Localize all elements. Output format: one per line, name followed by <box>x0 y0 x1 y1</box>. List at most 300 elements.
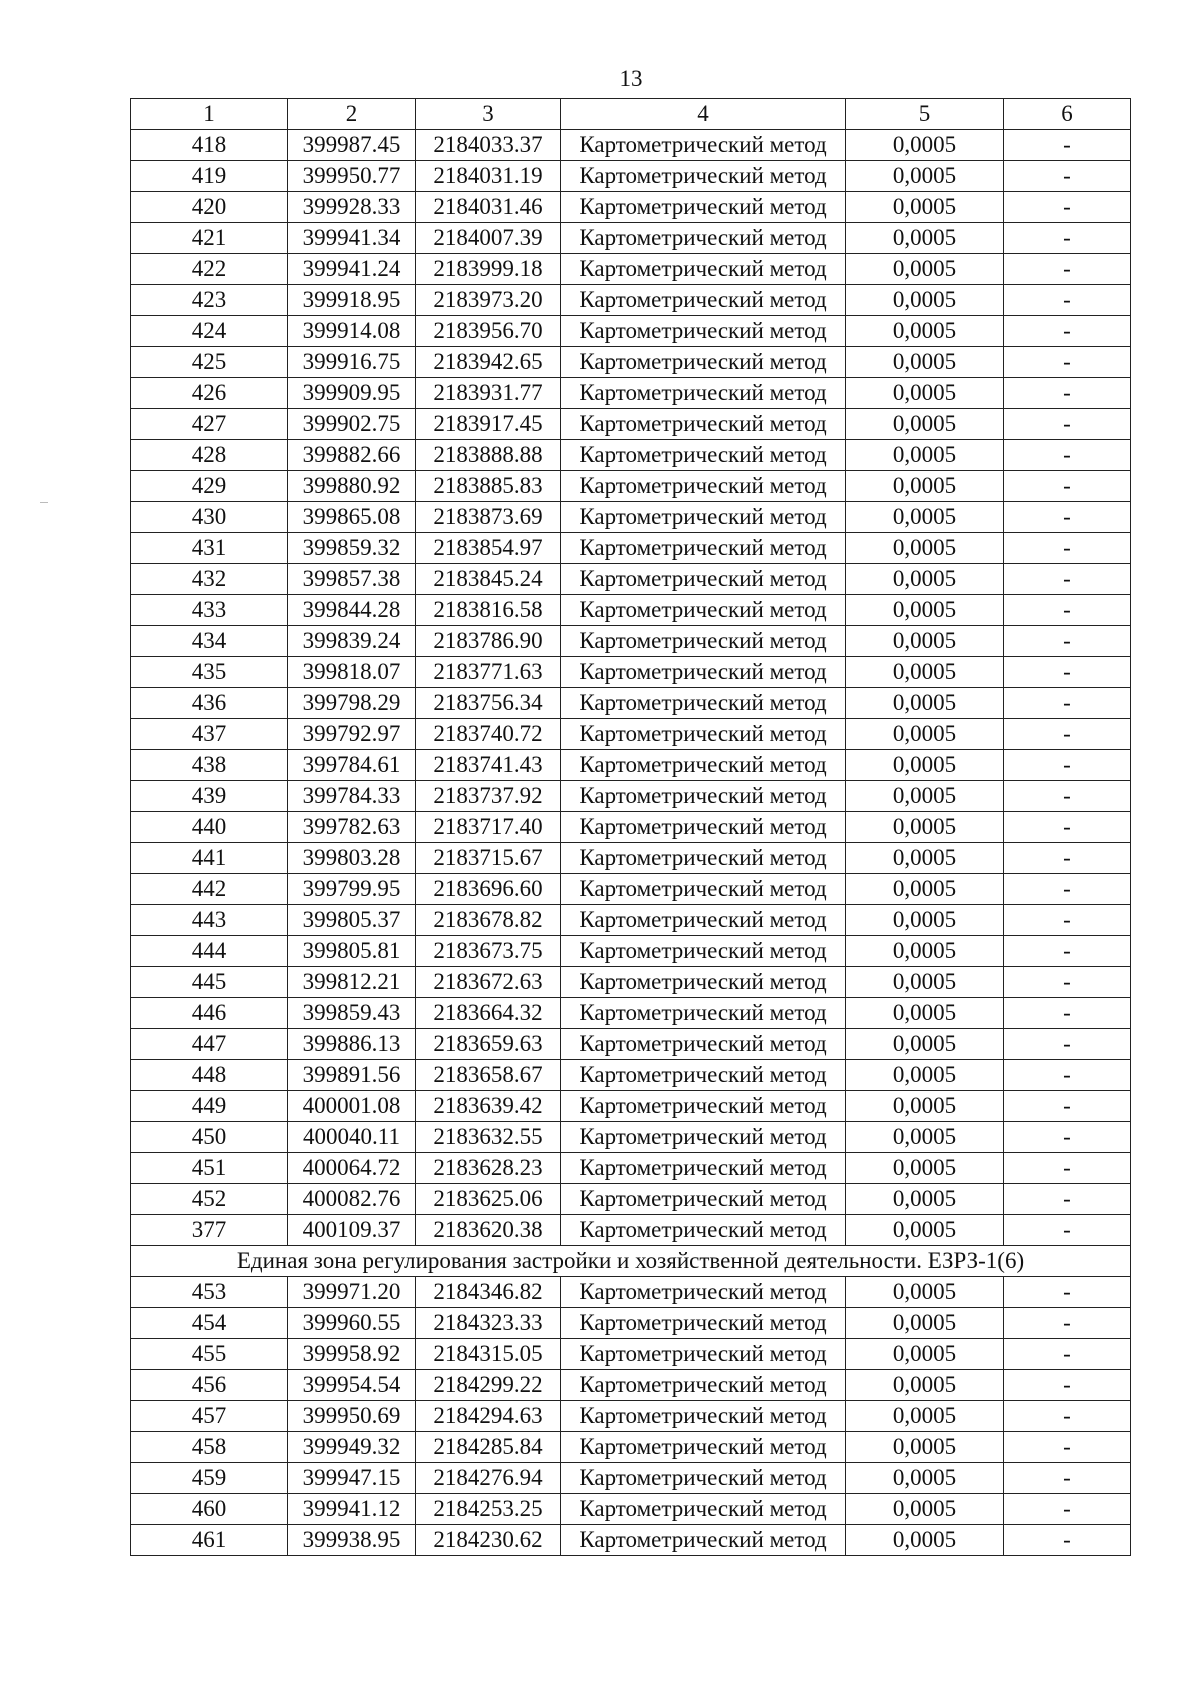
method-cell: Картометрический метод <box>561 657 846 688</box>
y-coordinate-cell: 2184031.19 <box>416 161 561 192</box>
table-row <box>131 1432 1131 1463</box>
error-cell: 0,0005 <box>846 1029 1004 1060</box>
x-coordinate-cell: 399941.12 <box>288 1494 416 1525</box>
section-row <box>131 1246 1131 1277</box>
table-row <box>131 812 1131 843</box>
method-cell: Картометрический метод <box>561 1122 846 1153</box>
method-cell: Картометрический метод <box>561 936 846 967</box>
x-coordinate-cell: 399947.15 <box>288 1463 416 1494</box>
error-cell: 0,0005 <box>846 657 1004 688</box>
method-cell: Картометрический метод <box>561 161 846 192</box>
y-coordinate-cell: 2183845.24 <box>416 564 561 595</box>
error-cell: 0,0005 <box>846 1215 1004 1246</box>
point-number-cell: 422 <box>131 254 288 285</box>
x-coordinate-cell: 400109.37 <box>288 1215 416 1246</box>
error-cell: 0,0005 <box>846 1153 1004 1184</box>
table-row <box>131 843 1131 874</box>
error-cell: 0,0005 <box>846 998 1004 1029</box>
point-number-cell: 458 <box>131 1432 288 1463</box>
table-row <box>131 440 1131 471</box>
method-cell: Картометрический метод <box>561 533 846 564</box>
table-row <box>131 1091 1131 1122</box>
y-coordinate-cell: 2183741.43 <box>416 750 561 781</box>
method-cell: Картометрический метод <box>561 1184 846 1215</box>
x-coordinate-cell: 399844.28 <box>288 595 416 626</box>
method-cell: Картометрический метод <box>561 843 846 874</box>
table-row <box>131 254 1131 285</box>
error-cell: 0,0005 <box>846 440 1004 471</box>
column-header-1: 1 <box>131 99 288 130</box>
point-number-cell: 439 <box>131 781 288 812</box>
table-row <box>131 564 1131 595</box>
method-cell: Картометрический метод <box>561 192 846 223</box>
note-cell: - <box>1004 1277 1131 1308</box>
x-coordinate-cell: 399880.92 <box>288 471 416 502</box>
x-coordinate-cell: 399941.34 <box>288 223 416 254</box>
y-coordinate-cell: 2184276.94 <box>416 1463 561 1494</box>
x-coordinate-cell: 399902.75 <box>288 409 416 440</box>
point-number-cell: 426 <box>131 378 288 409</box>
note-cell: - <box>1004 533 1131 564</box>
note-cell: - <box>1004 843 1131 874</box>
x-coordinate-cell: 399909.95 <box>288 378 416 409</box>
x-coordinate-cell: 399914.08 <box>288 316 416 347</box>
y-coordinate-cell: 2184323.33 <box>416 1308 561 1339</box>
table-row <box>131 1401 1131 1432</box>
x-coordinate-cell: 399782.63 <box>288 812 416 843</box>
x-coordinate-cell: 399805.37 <box>288 905 416 936</box>
point-number-cell: 423 <box>131 285 288 316</box>
y-coordinate-cell: 2183816.58 <box>416 595 561 626</box>
table-row <box>131 161 1131 192</box>
x-coordinate-cell: 399938.95 <box>288 1525 416 1556</box>
point-number-cell: 452 <box>131 1184 288 1215</box>
margin-mark <box>40 502 48 503</box>
point-number-cell: 425 <box>131 347 288 378</box>
x-coordinate-cell: 399960.55 <box>288 1308 416 1339</box>
error-cell: 0,0005 <box>846 161 1004 192</box>
y-coordinate-cell: 2183658.67 <box>416 1060 561 1091</box>
method-cell: Картометрический метод <box>561 1494 846 1525</box>
table-row <box>131 1370 1131 1401</box>
note-cell: - <box>1004 1401 1131 1432</box>
note-cell: - <box>1004 502 1131 533</box>
error-cell: 0,0005 <box>846 254 1004 285</box>
error-cell: 0,0005 <box>846 533 1004 564</box>
method-cell: Картометрический метод <box>561 967 846 998</box>
x-coordinate-cell: 399941.24 <box>288 254 416 285</box>
note-cell: - <box>1004 1339 1131 1370</box>
point-number-cell: 459 <box>131 1463 288 1494</box>
note-cell: - <box>1004 223 1131 254</box>
table-row <box>131 1153 1131 1184</box>
method-cell: Картометрический метод <box>561 378 846 409</box>
y-coordinate-cell: 2183885.83 <box>416 471 561 502</box>
table-row <box>131 347 1131 378</box>
table-row <box>131 1215 1131 1246</box>
note-cell: - <box>1004 967 1131 998</box>
x-coordinate-cell: 399865.08 <box>288 502 416 533</box>
table-row <box>131 781 1131 812</box>
note-cell: - <box>1004 1215 1131 1246</box>
note-cell: - <box>1004 781 1131 812</box>
x-coordinate-cell: 399839.24 <box>288 626 416 657</box>
table-body-part-b <box>131 1277 1131 1556</box>
point-number-cell: 450 <box>131 1122 288 1153</box>
point-number-cell: 432 <box>131 564 288 595</box>
y-coordinate-cell: 2183973.20 <box>416 285 561 316</box>
table-row <box>131 316 1131 347</box>
y-coordinate-cell: 2183717.40 <box>416 812 561 843</box>
y-coordinate-cell: 2183917.45 <box>416 409 561 440</box>
note-cell: - <box>1004 285 1131 316</box>
x-coordinate-cell: 400001.08 <box>288 1091 416 1122</box>
method-cell: Картометрический метод <box>561 130 846 161</box>
method-cell: Картометрический метод <box>561 502 846 533</box>
y-coordinate-cell: 2184033.37 <box>416 130 561 161</box>
x-coordinate-cell: 399799.95 <box>288 874 416 905</box>
error-cell: 0,0005 <box>846 595 1004 626</box>
error-cell: 0,0005 <box>846 905 1004 936</box>
method-cell: Картометрический метод <box>561 1370 846 1401</box>
y-coordinate-cell: 2183639.42 <box>416 1091 561 1122</box>
method-cell: Картометрический метод <box>561 409 846 440</box>
y-coordinate-cell: 2183673.75 <box>416 936 561 967</box>
table-row <box>131 223 1131 254</box>
point-number-cell: 454 <box>131 1308 288 1339</box>
point-number-cell: 449 <box>131 1091 288 1122</box>
note-cell: - <box>1004 316 1131 347</box>
y-coordinate-cell: 2183620.38 <box>416 1215 561 1246</box>
error-cell: 0,0005 <box>846 1463 1004 1494</box>
method-cell: Картометрический метод <box>561 1029 846 1060</box>
y-coordinate-cell: 2183737.92 <box>416 781 561 812</box>
note-cell: - <box>1004 192 1131 223</box>
note-cell: - <box>1004 1432 1131 1463</box>
point-number-cell: 420 <box>131 192 288 223</box>
table-row <box>131 967 1131 998</box>
error-cell: 0,0005 <box>846 347 1004 378</box>
error-cell: 0,0005 <box>846 967 1004 998</box>
method-cell: Картометрический метод <box>561 1463 846 1494</box>
table-row <box>131 409 1131 440</box>
note-cell: - <box>1004 409 1131 440</box>
method-cell: Картометрический метод <box>561 1339 846 1370</box>
point-number-cell: 427 <box>131 409 288 440</box>
note-cell: - <box>1004 1525 1131 1556</box>
error-cell: 0,0005 <box>846 812 1004 843</box>
note-cell: - <box>1004 719 1131 750</box>
note-cell: - <box>1004 1494 1131 1525</box>
point-number-cell: 428 <box>131 440 288 471</box>
x-coordinate-cell: 399859.43 <box>288 998 416 1029</box>
note-cell: - <box>1004 936 1131 967</box>
y-coordinate-cell: 2183740.72 <box>416 719 561 750</box>
error-cell: 0,0005 <box>846 1122 1004 1153</box>
point-number-cell: 453 <box>131 1277 288 1308</box>
x-coordinate-cell: 399958.92 <box>288 1339 416 1370</box>
x-coordinate-cell: 399949.32 <box>288 1432 416 1463</box>
note-cell: - <box>1004 440 1131 471</box>
method-cell: Картометрический метод <box>561 595 846 626</box>
point-number-cell: 446 <box>131 998 288 1029</box>
point-number-cell: 434 <box>131 626 288 657</box>
y-coordinate-cell: 2183628.23 <box>416 1153 561 1184</box>
coordinates-table <box>130 98 1131 1556</box>
error-cell: 0,0005 <box>846 130 1004 161</box>
column-header-6: 6 <box>1004 99 1131 130</box>
table-row <box>131 998 1131 1029</box>
method-cell: Картометрический метод <box>561 874 846 905</box>
x-coordinate-cell: 399918.95 <box>288 285 416 316</box>
point-number-cell: 377 <box>131 1215 288 1246</box>
point-number-cell: 436 <box>131 688 288 719</box>
y-coordinate-cell: 2183999.18 <box>416 254 561 285</box>
table-row <box>131 1308 1131 1339</box>
note-cell: - <box>1004 1463 1131 1494</box>
method-cell: Картометрический метод <box>561 1525 846 1556</box>
table-row <box>131 1122 1131 1153</box>
point-number-cell: 456 <box>131 1370 288 1401</box>
method-cell: Картометрический метод <box>561 1401 846 1432</box>
error-cell: 0,0005 <box>846 285 1004 316</box>
point-number-cell: 437 <box>131 719 288 750</box>
error-cell: 0,0005 <box>846 1277 1004 1308</box>
error-cell: 0,0005 <box>846 223 1004 254</box>
table-row <box>131 1339 1131 1370</box>
method-cell: Картометрический метод <box>561 1091 846 1122</box>
note-cell: - <box>1004 1029 1131 1060</box>
error-cell: 0,0005 <box>846 936 1004 967</box>
point-number-cell: 431 <box>131 533 288 564</box>
column-header-3: 3 <box>416 99 561 130</box>
x-coordinate-cell: 399882.66 <box>288 440 416 471</box>
note-cell: - <box>1004 347 1131 378</box>
method-cell: Картометрический метод <box>561 1432 846 1463</box>
point-number-cell: 435 <box>131 657 288 688</box>
column-header-4: 4 <box>561 99 846 130</box>
x-coordinate-cell: 400082.76 <box>288 1184 416 1215</box>
table-row <box>131 595 1131 626</box>
x-coordinate-cell: 399971.20 <box>288 1277 416 1308</box>
method-cell: Картометрический метод <box>561 254 846 285</box>
page-number: 13 <box>619 66 643 91</box>
y-coordinate-cell: 2184230.62 <box>416 1525 561 1556</box>
table-row <box>131 1525 1131 1556</box>
method-cell: Картометрический метод <box>561 719 846 750</box>
y-coordinate-cell: 2184031.46 <box>416 192 561 223</box>
point-number-cell: 438 <box>131 750 288 781</box>
y-coordinate-cell: 2183942.65 <box>416 347 561 378</box>
x-coordinate-cell: 399798.29 <box>288 688 416 719</box>
table-row <box>131 285 1131 316</box>
method-cell: Картометрический метод <box>561 564 846 595</box>
note-cell: - <box>1004 1122 1131 1153</box>
point-number-cell: 418 <box>131 130 288 161</box>
method-cell: Картометрический метод <box>561 316 846 347</box>
error-cell: 0,0005 <box>846 750 1004 781</box>
point-number-cell: 430 <box>131 502 288 533</box>
table-row <box>131 626 1131 657</box>
error-cell: 0,0005 <box>846 1060 1004 1091</box>
y-coordinate-cell: 2183756.34 <box>416 688 561 719</box>
y-coordinate-cell: 2183956.70 <box>416 316 561 347</box>
error-cell: 0,0005 <box>846 781 1004 812</box>
point-number-cell: 424 <box>131 316 288 347</box>
error-cell: 0,0005 <box>846 626 1004 657</box>
point-number-cell: 442 <box>131 874 288 905</box>
section-title: Единая зона регулирования застройки и хозяйственной деятельности. ЕЗРЗ-1(6) <box>131 1246 1131 1277</box>
note-cell: - <box>1004 564 1131 595</box>
table-row <box>131 750 1131 781</box>
point-number-cell: 447 <box>131 1029 288 1060</box>
table-row <box>131 905 1131 936</box>
note-cell: - <box>1004 998 1131 1029</box>
y-coordinate-cell: 2184346.82 <box>416 1277 561 1308</box>
point-number-cell: 429 <box>131 471 288 502</box>
x-coordinate-cell: 399803.28 <box>288 843 416 874</box>
y-coordinate-cell: 2184315.05 <box>416 1339 561 1370</box>
method-cell: Картометрический метод <box>561 440 846 471</box>
table-row <box>131 1060 1131 1091</box>
note-cell: - <box>1004 595 1131 626</box>
note-cell: - <box>1004 626 1131 657</box>
x-coordinate-cell: 399891.56 <box>288 1060 416 1091</box>
y-coordinate-cell: 2183672.63 <box>416 967 561 998</box>
column-header-2: 2 <box>288 99 416 130</box>
note-cell: - <box>1004 130 1131 161</box>
point-number-cell: 421 <box>131 223 288 254</box>
table-row <box>131 471 1131 502</box>
note-cell: - <box>1004 254 1131 285</box>
x-coordinate-cell: 399928.33 <box>288 192 416 223</box>
y-coordinate-cell: 2183873.69 <box>416 502 561 533</box>
error-cell: 0,0005 <box>846 1339 1004 1370</box>
method-cell: Картометрический метод <box>561 285 846 316</box>
y-coordinate-cell: 2183786.90 <box>416 626 561 657</box>
note-cell: - <box>1004 1153 1131 1184</box>
error-cell: 0,0005 <box>846 719 1004 750</box>
table-row <box>131 657 1131 688</box>
table-row <box>131 502 1131 533</box>
error-cell: 0,0005 <box>846 1525 1004 1556</box>
error-cell: 0,0005 <box>846 1432 1004 1463</box>
point-number-cell: 445 <box>131 967 288 998</box>
error-cell: 0,0005 <box>846 409 1004 440</box>
error-cell: 0,0005 <box>846 1401 1004 1432</box>
method-cell: Картометрический метод <box>561 812 846 843</box>
y-coordinate-cell: 2184299.22 <box>416 1370 561 1401</box>
x-coordinate-cell: 399784.61 <box>288 750 416 781</box>
error-cell: 0,0005 <box>846 688 1004 719</box>
note-cell: - <box>1004 1060 1131 1091</box>
error-cell: 0,0005 <box>846 378 1004 409</box>
point-number-cell: 444 <box>131 936 288 967</box>
y-coordinate-cell: 2183632.55 <box>416 1122 561 1153</box>
y-coordinate-cell: 2183678.82 <box>416 905 561 936</box>
y-coordinate-cell: 2183664.32 <box>416 998 561 1029</box>
method-cell: Картометрический метод <box>561 1277 846 1308</box>
method-cell: Картометрический метод <box>561 688 846 719</box>
note-cell: - <box>1004 1370 1131 1401</box>
note-cell: - <box>1004 1308 1131 1339</box>
note-cell: - <box>1004 812 1131 843</box>
x-coordinate-cell: 399954.54 <box>288 1370 416 1401</box>
error-cell: 0,0005 <box>846 316 1004 347</box>
y-coordinate-cell: 2184294.63 <box>416 1401 561 1432</box>
error-cell: 0,0005 <box>846 1370 1004 1401</box>
note-cell: - <box>1004 657 1131 688</box>
note-cell: - <box>1004 905 1131 936</box>
error-cell: 0,0005 <box>846 564 1004 595</box>
method-cell: Картометрический метод <box>561 471 846 502</box>
table-row <box>131 688 1131 719</box>
x-coordinate-cell: 399859.32 <box>288 533 416 564</box>
y-coordinate-cell: 2183696.60 <box>416 874 561 905</box>
method-cell: Картометрический метод <box>561 626 846 657</box>
error-cell: 0,0005 <box>846 471 1004 502</box>
method-cell: Картометрический метод <box>561 750 846 781</box>
x-coordinate-cell: 399805.81 <box>288 936 416 967</box>
x-coordinate-cell: 399792.97 <box>288 719 416 750</box>
y-coordinate-cell: 2184285.84 <box>416 1432 561 1463</box>
method-cell: Картометрический метод <box>561 1308 846 1339</box>
table-row <box>131 1277 1131 1308</box>
error-cell: 0,0005 <box>846 192 1004 223</box>
y-coordinate-cell: 2184253.25 <box>416 1494 561 1525</box>
error-cell: 0,0005 <box>846 1494 1004 1525</box>
y-coordinate-cell: 2183854.97 <box>416 533 561 564</box>
x-coordinate-cell: 399950.69 <box>288 1401 416 1432</box>
y-coordinate-cell: 2183659.63 <box>416 1029 561 1060</box>
method-cell: Картометрический метод <box>561 1215 846 1246</box>
method-cell: Картометрический метод <box>561 1060 846 1091</box>
table-row <box>131 192 1131 223</box>
point-number-cell: 440 <box>131 812 288 843</box>
method-cell: Картометрический метод <box>561 223 846 254</box>
x-coordinate-cell: 399857.38 <box>288 564 416 595</box>
note-cell: - <box>1004 161 1131 192</box>
table-row <box>131 936 1131 967</box>
error-cell: 0,0005 <box>846 502 1004 533</box>
x-coordinate-cell: 399784.33 <box>288 781 416 812</box>
note-cell: - <box>1004 1184 1131 1215</box>
table-row <box>131 1184 1131 1215</box>
x-coordinate-cell: 399950.77 <box>288 161 416 192</box>
y-coordinate-cell: 2183888.88 <box>416 440 561 471</box>
x-coordinate-cell: 399916.75 <box>288 347 416 378</box>
method-cell: Картометрический метод <box>561 1153 846 1184</box>
header-row <box>131 99 1131 130</box>
table-row <box>131 378 1131 409</box>
y-coordinate-cell: 2184007.39 <box>416 223 561 254</box>
column-header-5: 5 <box>846 99 1004 130</box>
note-cell: - <box>1004 874 1131 905</box>
error-cell: 0,0005 <box>846 843 1004 874</box>
section-row-group <box>131 1246 1131 1277</box>
table-row <box>131 874 1131 905</box>
note-cell: - <box>1004 688 1131 719</box>
error-cell: 0,0005 <box>846 874 1004 905</box>
point-number-cell: 457 <box>131 1401 288 1432</box>
point-number-cell: 461 <box>131 1525 288 1556</box>
point-number-cell: 441 <box>131 843 288 874</box>
table-row <box>131 130 1131 161</box>
table-row <box>131 719 1131 750</box>
y-coordinate-cell: 2183771.63 <box>416 657 561 688</box>
method-cell: Картометрический метод <box>561 347 846 378</box>
method-cell: Картометрический метод <box>561 781 846 812</box>
